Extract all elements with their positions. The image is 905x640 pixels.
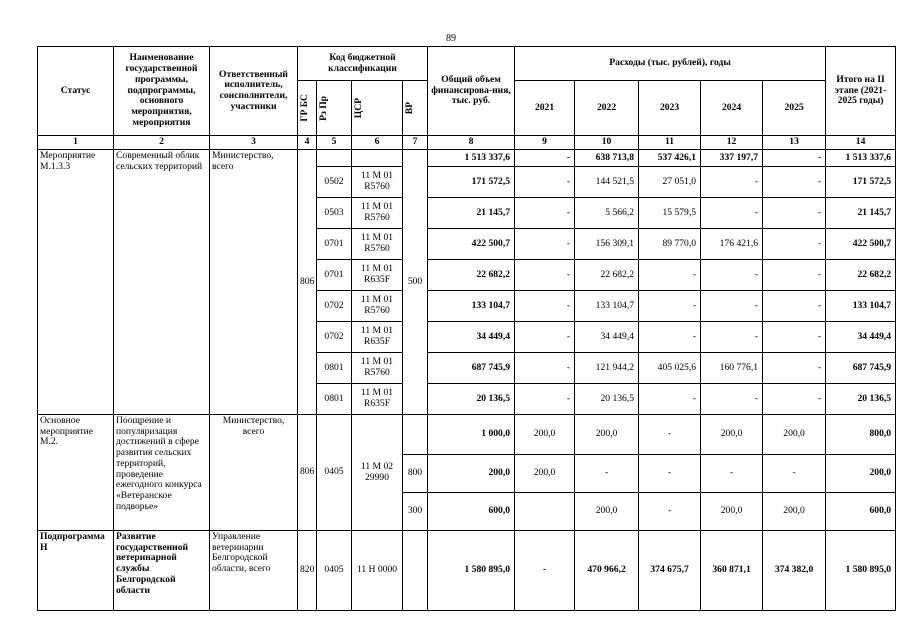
stage-total-cell: 1 580 895,0 <box>826 531 896 611</box>
column-number: 8 <box>428 136 515 150</box>
csr-cell: 11 М 01 R5760 <box>352 198 403 229</box>
year-cell: 360 871,1 <box>701 531 763 611</box>
header-year: 2023 <box>639 81 701 136</box>
rzpr-cell: 0702 <box>317 291 352 322</box>
year-cell: 200,0 <box>701 415 763 455</box>
year-cell: 200,0 <box>575 415 639 455</box>
year-cell: - <box>763 167 826 198</box>
year-cell: - <box>515 150 575 167</box>
header-vr: ВР <box>403 81 428 136</box>
year-cell: - <box>763 150 826 167</box>
year-cell: - <box>575 455 639 493</box>
year-cell: - <box>639 455 701 493</box>
column-number-row <box>38 136 896 150</box>
year-cell: - <box>763 198 826 229</box>
year-cell: - <box>515 384 575 415</box>
year-cell: 121 944,2 <box>575 353 639 384</box>
rzpr-cell: 0801 <box>317 384 352 415</box>
header-rzpr: Рз Пр <box>317 81 352 136</box>
rzpr-cell: 0502 <box>317 167 352 198</box>
year-cell: 176 421,6 <box>701 229 763 260</box>
vr-cell <box>403 531 428 611</box>
total-cell: 600,0 <box>428 493 515 531</box>
year-cell: - <box>639 415 701 455</box>
vr-cell: 300 <box>403 493 428 531</box>
column-number: 2 <box>114 136 210 150</box>
name-cell: Развитие государственной ветеринарной службы Белгородской области <box>114 531 210 611</box>
column-number: 11 <box>639 136 701 150</box>
vr-cell: 800 <box>403 455 428 493</box>
year-cell: - <box>701 384 763 415</box>
year-cell: - <box>639 291 701 322</box>
page-number: 89 <box>446 33 456 44</box>
csr-cell: 11 М 01 R5760 <box>352 229 403 260</box>
responsible-cell: Министерство, всего <box>210 150 298 415</box>
header-grbs: ГР БС <box>298 81 317 136</box>
header-status: Статус <box>38 47 114 136</box>
stage-total-cell: 422 500,7 <box>826 229 896 260</box>
csr-cell: 11 М 01 R5760 <box>352 291 403 322</box>
year-cell: - <box>763 291 826 322</box>
rzpr-cell: 0701 <box>317 229 352 260</box>
year-cell: 20 136,5 <box>575 384 639 415</box>
csr-cell: 11 Н 0000 <box>352 531 403 611</box>
total-cell: 1 513 337,6 <box>428 150 515 167</box>
year-cell: 374 675,7 <box>639 531 701 611</box>
year-cell: - <box>763 384 826 415</box>
rzpr-cell: 0702 <box>317 322 352 353</box>
year-cell: 200,0 <box>763 415 826 455</box>
responsible-cell: Министерство, всего <box>210 415 298 531</box>
year-cell: 144 521,5 <box>575 167 639 198</box>
year-cell: 638 713,8 <box>575 150 639 167</box>
rzpr-cell: 0801 <box>317 353 352 384</box>
status-cell: Основное мероприятие М.2. <box>38 415 114 531</box>
year-cell: - <box>515 531 575 611</box>
stage-total-cell: 687 745,9 <box>826 353 896 384</box>
year-cell: - <box>639 384 701 415</box>
status-cell: Мероприятие М.1.3.3 <box>38 150 114 415</box>
header-year: 2025 <box>763 81 826 136</box>
year-cell: - <box>639 260 701 291</box>
total-cell: 20 136,5 <box>428 384 515 415</box>
column-number: 12 <box>701 136 763 150</box>
total-cell: 22 682,2 <box>428 260 515 291</box>
year-cell: - <box>639 493 701 531</box>
year-cell: - <box>515 229 575 260</box>
year-cell: 34 449,4 <box>575 322 639 353</box>
rzpr-cell: 0405 <box>317 415 352 531</box>
grbs-cell: 806 <box>298 415 317 531</box>
year-cell: 156 309,1 <box>575 229 639 260</box>
year-cell: - <box>515 167 575 198</box>
header-year: 2021 <box>515 81 575 136</box>
year-cell: 133 104,7 <box>575 291 639 322</box>
header-year: 2022 <box>575 81 639 136</box>
total-cell: 34 449,4 <box>428 322 515 353</box>
year-cell: 89 770,0 <box>639 229 701 260</box>
year-cell: 337 197,7 <box>701 150 763 167</box>
year-cell: 5 566,2 <box>575 198 639 229</box>
year-cell: - <box>701 167 763 198</box>
header-responsible: Ответственный исполнитель, соисполнители, участники <box>210 47 298 136</box>
year-cell: 22 682,2 <box>575 260 639 291</box>
table-row <box>38 150 896 167</box>
header-total-volume: Общий объем финансирова-ния, тыс. руб. <box>428 47 515 136</box>
stage-total-cell: 133 104,7 <box>826 291 896 322</box>
year-cell: 470 966,2 <box>575 531 639 611</box>
csr-cell: 11 М 02 29990 <box>352 415 403 531</box>
total-cell: 171 572,5 <box>428 167 515 198</box>
year-cell: 374 382,0 <box>763 531 826 611</box>
table-row <box>38 531 896 611</box>
csr-cell: 11 М 01 R5760 <box>352 353 403 384</box>
year-cell: - <box>701 455 763 493</box>
csr-cell: 11 М 01 R635F <box>352 384 403 415</box>
stage-total-cell: 600,0 <box>826 493 896 531</box>
year-cell: 200,0 <box>515 455 575 493</box>
stage-total-cell: 20 136,5 <box>826 384 896 415</box>
rzpr-cell <box>317 150 352 167</box>
year-cell: 15 579,5 <box>639 198 701 229</box>
name-cell: Поощрение и популяризация достижений в сфере развития сельских территорий, проведение ежегодного конкурса «Ветеранское подворье» <box>114 415 210 531</box>
stage-total-cell: 200,0 <box>826 455 896 493</box>
year-cell: - <box>763 260 826 291</box>
year-cell: 27 051,0 <box>639 167 701 198</box>
year-cell: - <box>701 322 763 353</box>
header-program-name: Наименование государственной программы, подпрограммы, основного мероприятия, мероприятия <box>114 47 210 136</box>
year-cell: 160 776,1 <box>701 353 763 384</box>
stage-total-cell: 22 682,2 <box>826 260 896 291</box>
column-number: 10 <box>575 136 639 150</box>
stage-total-cell: 1 513 337,6 <box>826 150 896 167</box>
total-cell: 1 000,0 <box>428 415 515 455</box>
responsible-cell: Управление ветеринарии Белгородской области, всего <box>210 531 298 611</box>
year-cell: 200,0 <box>763 493 826 531</box>
csr-cell <box>352 150 403 167</box>
total-cell: 133 104,7 <box>428 291 515 322</box>
year-cell: - <box>701 198 763 229</box>
column-number: 5 <box>317 136 352 150</box>
vr-cell: 500 <box>403 150 428 415</box>
year-cell: - <box>763 455 826 493</box>
stage-total-cell: 34 449,4 <box>826 322 896 353</box>
year-cell <box>515 493 575 531</box>
stage-total-cell: 171 572,5 <box>826 167 896 198</box>
total-cell: 21 145,7 <box>428 198 515 229</box>
grbs-cell: 806 <box>298 150 317 415</box>
total-cell: 687 745,9 <box>428 353 515 384</box>
year-cell: - <box>763 353 826 384</box>
vr-cell <box>403 415 428 455</box>
status-cell: Подпрограмма Н <box>38 531 114 611</box>
year-cell: 200,0 <box>575 493 639 531</box>
year-cell: 200,0 <box>701 493 763 531</box>
csr-cell: 11 М 01 R635F <box>352 322 403 353</box>
stage-total-cell: 21 145,7 <box>826 198 896 229</box>
year-cell: - <box>763 229 826 260</box>
column-number: 6 <box>352 136 403 150</box>
year-cell: - <box>515 353 575 384</box>
column-number: 13 <box>763 136 826 150</box>
column-number: 14 <box>826 136 896 150</box>
year-cell: 200,0 <box>515 415 575 455</box>
column-number: 7 <box>403 136 428 150</box>
column-number: 4 <box>298 136 317 150</box>
total-cell: 200,0 <box>428 455 515 493</box>
year-cell: 405 025,6 <box>639 353 701 384</box>
header-stage-total: Итого на II этапе (2021-2025 годы) <box>826 47 896 136</box>
header-year: 2024 <box>701 81 763 136</box>
csr-cell: 11 М 01 R5760 <box>352 167 403 198</box>
column-number: 3 <box>210 136 298 150</box>
year-cell: - <box>639 322 701 353</box>
year-cell: - <box>515 291 575 322</box>
table-row <box>38 415 896 455</box>
header-budget-code: Код бюджетной классификации <box>298 47 428 81</box>
rzpr-cell: 0503 <box>317 198 352 229</box>
year-cell: - <box>515 322 575 353</box>
total-cell: 1 580 895,0 <box>428 531 515 611</box>
name-cell: Современный облик сельских территорий <box>114 150 210 415</box>
budget-table <box>37 46 896 611</box>
header-csr: ЦСР <box>352 81 403 136</box>
column-number: 1 <box>38 136 114 150</box>
total-cell: 422 500,7 <box>428 229 515 260</box>
column-number: 9 <box>515 136 575 150</box>
year-cell: 537 426,1 <box>639 150 701 167</box>
year-cell: - <box>763 322 826 353</box>
stage-total-cell: 800,0 <box>826 415 896 455</box>
year-cell: - <box>515 198 575 229</box>
year-cell: - <box>701 260 763 291</box>
csr-cell: 11 М 01 R635F <box>352 260 403 291</box>
year-cell: - <box>701 291 763 322</box>
rzpr-cell: 0701 <box>317 260 352 291</box>
rzpr-cell: 0405 <box>317 531 352 611</box>
grbs-cell: 820 <box>298 531 317 611</box>
header-expenses: Расходы (тыс. рублей), годы <box>515 47 826 81</box>
year-cell: - <box>515 260 575 291</box>
